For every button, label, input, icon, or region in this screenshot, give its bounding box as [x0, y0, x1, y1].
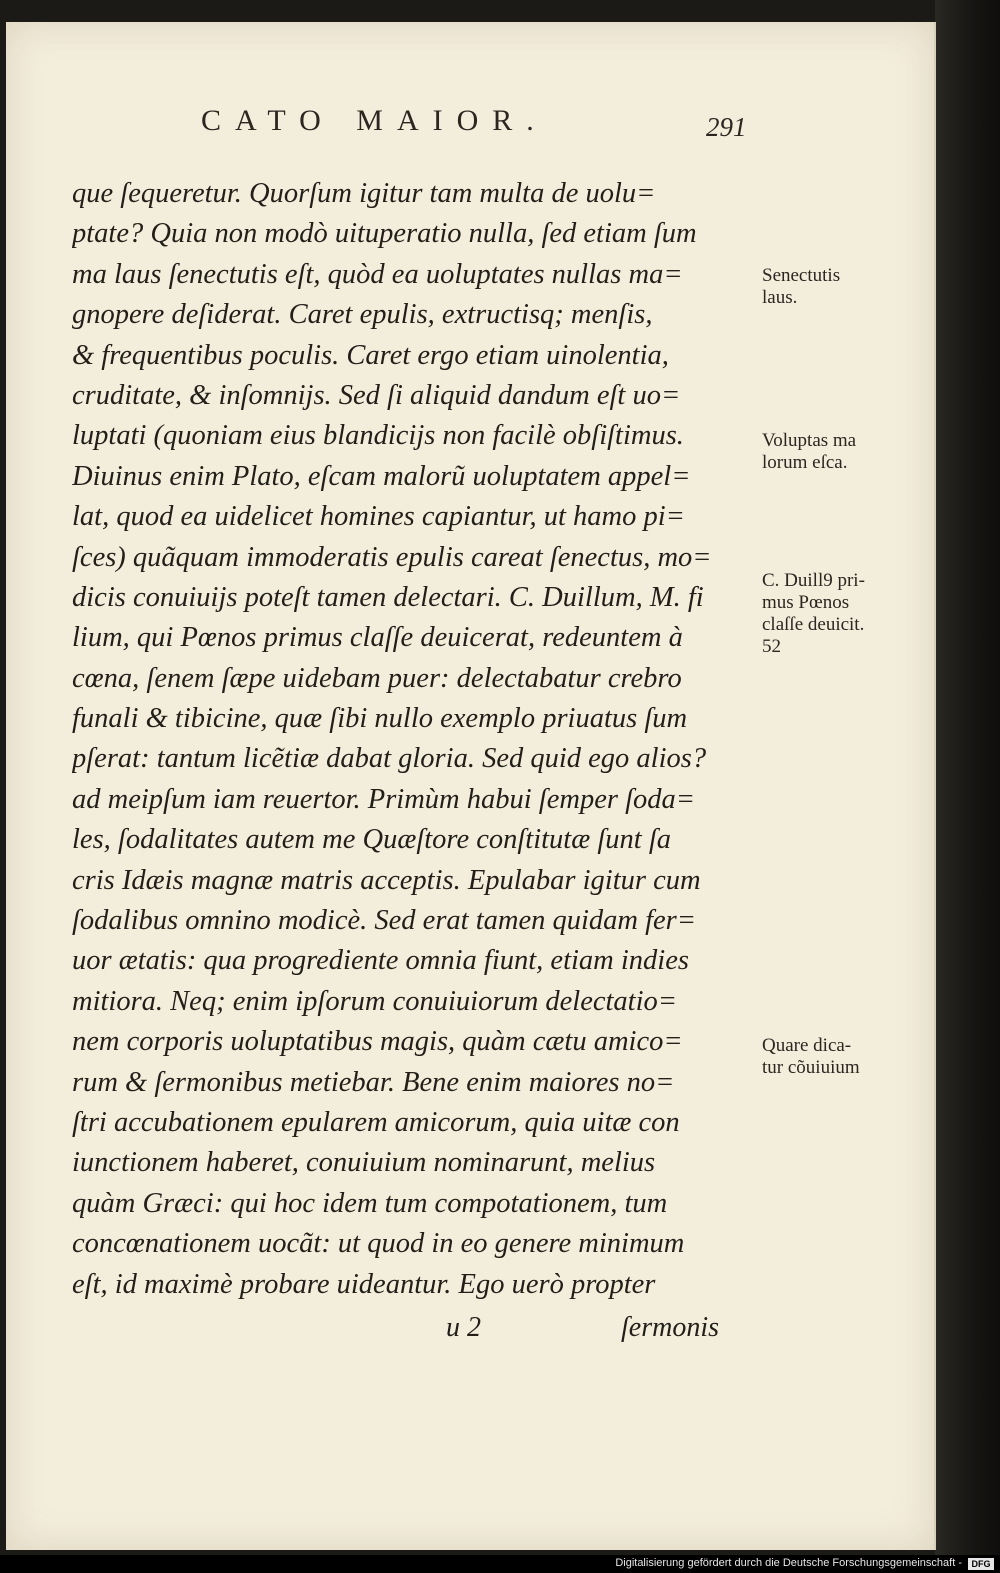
text-line: luptati (quoniam eius blandicijs non facilè obſiſtimus.	[72, 420, 684, 452]
text-line: les, ſodalitates autem me Quæſtore conſtitutæ ſunt ſa	[72, 824, 671, 856]
book-page	[6, 22, 936, 1550]
main-text-block	[72, 174, 744, 1305]
folio-number: 291	[706, 112, 747, 142]
text-line: dicis conuiuijs poteſt tamen delectari. C. Duillum, M. fi	[72, 581, 704, 613]
text-line: ma laus ſenectutis eſt, quòd ea uoluptates nullas ma=	[72, 258, 683, 290]
credit-text: Digitalisierung gefördert durch die Deutsche Forschungsgemeinschaft -	[615, 1557, 962, 1569]
margin-note-line: laus.	[762, 287, 798, 308]
text-line: ſtri accubationem epularem amicorum, quia uitæ con	[72, 1106, 680, 1138]
page-footer	[6, 1312, 934, 1352]
margin-note-voluptas	[762, 430, 932, 474]
text-line: ſodalibus omnino modicè. Sed erat tamen quidam fer=	[72, 905, 696, 937]
adjacent-page-shadow	[935, 0, 1000, 1555]
margin-note-conuiuium	[762, 1035, 932, 1079]
credit-bar	[0, 1555, 1000, 1573]
text-line: ptate? Quia non modò uituperatio nulla, ſed etiam ſum	[72, 218, 697, 250]
text-line: gnopere deſiderat. Caret epulis, extructisq; menſis,	[72, 299, 653, 331]
text-line: & frequentibus poculis. Caret ergo etiam uinolentia,	[72, 339, 669, 371]
text-line: quàm Græci: qui hoc idem tum compotationem, tum	[72, 1187, 668, 1219]
text-line: ſces) quãquam immoderatis epulis careat ſenectus, mo=	[72, 541, 712, 573]
text-line: concœnationem uocãt: ut quod in eo genere minimum	[72, 1228, 685, 1260]
text-line: funali & tibicine, quæ ſibi nullo exemplo priuatus ſum	[72, 703, 688, 735]
signature-mark: u 2	[446, 1312, 481, 1343]
margin-note-line: C. Duill9 pri-	[762, 570, 865, 591]
text-line: cœna, ſenem ſæpe uidebam puer: delectabatur crebro	[72, 662, 682, 694]
catchword: ſermonis	[621, 1312, 719, 1343]
text-line: cris Idæis magnæ matris acceptis. Epulabar igitur cum	[72, 864, 701, 896]
page-header	[6, 104, 934, 154]
margin-note-line: Quare dica-	[762, 1035, 852, 1056]
margin-note-line: Voluptas ma	[762, 430, 857, 451]
text-line: pſerat: tantum licẽtiæ dabat gloria. Sed quid ego alios?	[72, 743, 707, 775]
margin-note-line: Senectutis	[762, 265, 841, 286]
text-line: ad meipſum iam reuertor. Primùm habui ſemper ſoda=	[72, 783, 695, 815]
running-title: CATO MAIOR.	[201, 104, 548, 137]
margin-note-line: mus Pœnos	[762, 592, 850, 613]
margin-note-duillius	[762, 570, 932, 658]
margin-note-line: 52	[762, 636, 781, 657]
text-line: mitiora. Neq; enim ipſorum conuiuiorum delectatio=	[72, 985, 677, 1017]
text-line: uor ætatis: qua progrediente omnia fiunt, etiam indies	[72, 945, 689, 977]
text-line: lat, quod ea uidelicet homines capiantur, ut hamo pi=	[72, 501, 685, 533]
text-line: iunctionem haberet, conuiuium nominarunt, melius	[72, 1147, 656, 1179]
margin-note-line: tur cõuiuium	[762, 1057, 860, 1078]
text-line: cruditate, & inſomnijs. Sed ſi aliquid dandum eſt uo=	[72, 379, 681, 411]
text-line: lium, qui Pœnos primus claſſe deuicerat, redeuntem à	[72, 622, 683, 654]
margin-note-senectutis	[762, 265, 932, 309]
dfg-logo: DFG	[968, 1558, 994, 1570]
text-line: Diuinus enim Plato, eſcam malorũ uoluptatem appel=	[72, 460, 691, 492]
text-line: eſt, id maximè probare uideantur. Ego uerò propter	[72, 1268, 656, 1300]
text-line: nem corporis uoluptatibus magis, quàm cætu amico=	[72, 1026, 683, 1058]
text-line: que ſequeretur. Quorſum igitur tam multa de uolu=	[72, 178, 656, 209]
margin-note-line: lorum eſca.	[762, 452, 848, 473]
text-line: rum & ſermonibus metiebar. Bene enim maiores no=	[72, 1066, 675, 1098]
margin-note-line: claſſe deuicit.	[762, 614, 865, 635]
